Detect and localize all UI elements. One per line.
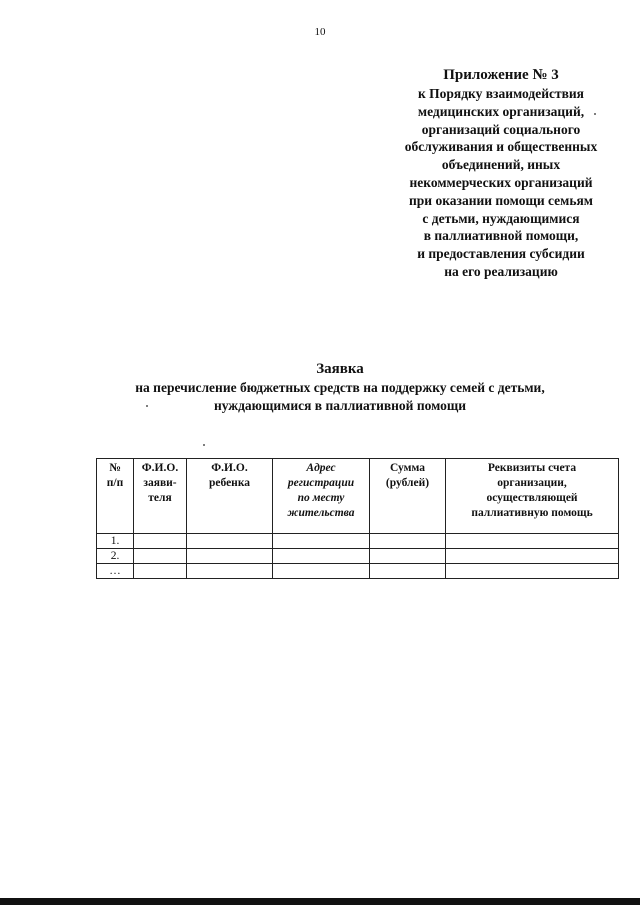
header-text: Ф.И.О. [211, 462, 248, 474]
appendix-header [362, 66, 640, 281]
header-registration-address [273, 459, 370, 534]
header-text: паллиативную помощь [471, 507, 593, 519]
table-row [97, 534, 619, 549]
appendix-line: и предоставления субсидии [417, 246, 585, 262]
header-text: Реквизиты счета [487, 462, 577, 474]
header-text: заяви- [143, 477, 177, 489]
appendix-line: на его реализацию [444, 263, 558, 279]
table-cell [273, 564, 370, 579]
header-text: Адрес [306, 462, 336, 474]
header-account-details [446, 459, 619, 534]
header-amount [370, 459, 446, 534]
header-text: Ф.И.О. [141, 462, 179, 474]
request-subtitle-line: на перечисление бюджетных средств на поддержку семей с детьми, [135, 380, 545, 395]
header-text: по месту [297, 492, 345, 504]
appendix-line: при оказании помощи семьям [409, 192, 593, 208]
appendix-line: объединений, иных [441, 157, 561, 173]
table-cell [446, 549, 619, 564]
appendix-line: в паллиативной помощи, [423, 228, 579, 244]
appendix-title: Приложение № 3 [443, 67, 559, 83]
header-applicant-name [134, 459, 187, 534]
header-text: осуществляющей [486, 492, 578, 504]
scan-edge-bar [0, 898, 640, 905]
table-cell [273, 549, 370, 564]
request-subtitle-line: нуждающимися в паллиативной помощи [213, 398, 467, 413]
header-text: жительства [287, 507, 355, 519]
header-text: регистрации [287, 477, 355, 489]
appendix-line: с детьми, нуждающимися [422, 210, 580, 226]
appendix-line: к Порядку взаимодействия [418, 86, 584, 101]
appendix-line: медицинских организаций, [417, 103, 585, 119]
header-text: № [109, 462, 121, 474]
header-text: ребенка [208, 477, 251, 489]
table-cell [446, 564, 619, 579]
table-cell [187, 549, 273, 564]
table-cell [370, 549, 446, 564]
table-cell [187, 534, 273, 549]
row-number: … [97, 564, 134, 579]
header-text: п/п [106, 477, 124, 489]
appendix-line: некоммерческих организаций [409, 174, 593, 190]
scan-speck [203, 444, 205, 446]
table-row [97, 564, 619, 579]
header-child-name [187, 459, 273, 534]
request-title: Заявка [316, 361, 364, 377]
scan-speck [146, 405, 148, 407]
table-cell [134, 549, 187, 564]
appendix-line: обслуживания и общественных [404, 139, 598, 155]
appendix-line: организаций социального [421, 121, 581, 137]
table-cell [134, 564, 187, 579]
table-cell [370, 534, 446, 549]
page-number: 10 [314, 26, 326, 38]
table-row [97, 549, 619, 564]
header-text: теля [148, 492, 172, 504]
table-cell [187, 564, 273, 579]
table-cell [446, 534, 619, 549]
header-number [97, 459, 134, 534]
header-text: Сумма [390, 462, 425, 474]
header-text: (рублей) [385, 477, 430, 489]
scan-speck [594, 113, 596, 115]
table-header-row [97, 459, 619, 534]
payment-request-table [96, 458, 619, 579]
row-number: 1. [97, 534, 134, 549]
header-text: организации, [497, 477, 567, 489]
request-heading [40, 360, 640, 415]
table-cell [370, 564, 446, 579]
table-cell [134, 534, 187, 549]
row-number: 2. [97, 549, 134, 564]
table-cell [273, 534, 370, 549]
